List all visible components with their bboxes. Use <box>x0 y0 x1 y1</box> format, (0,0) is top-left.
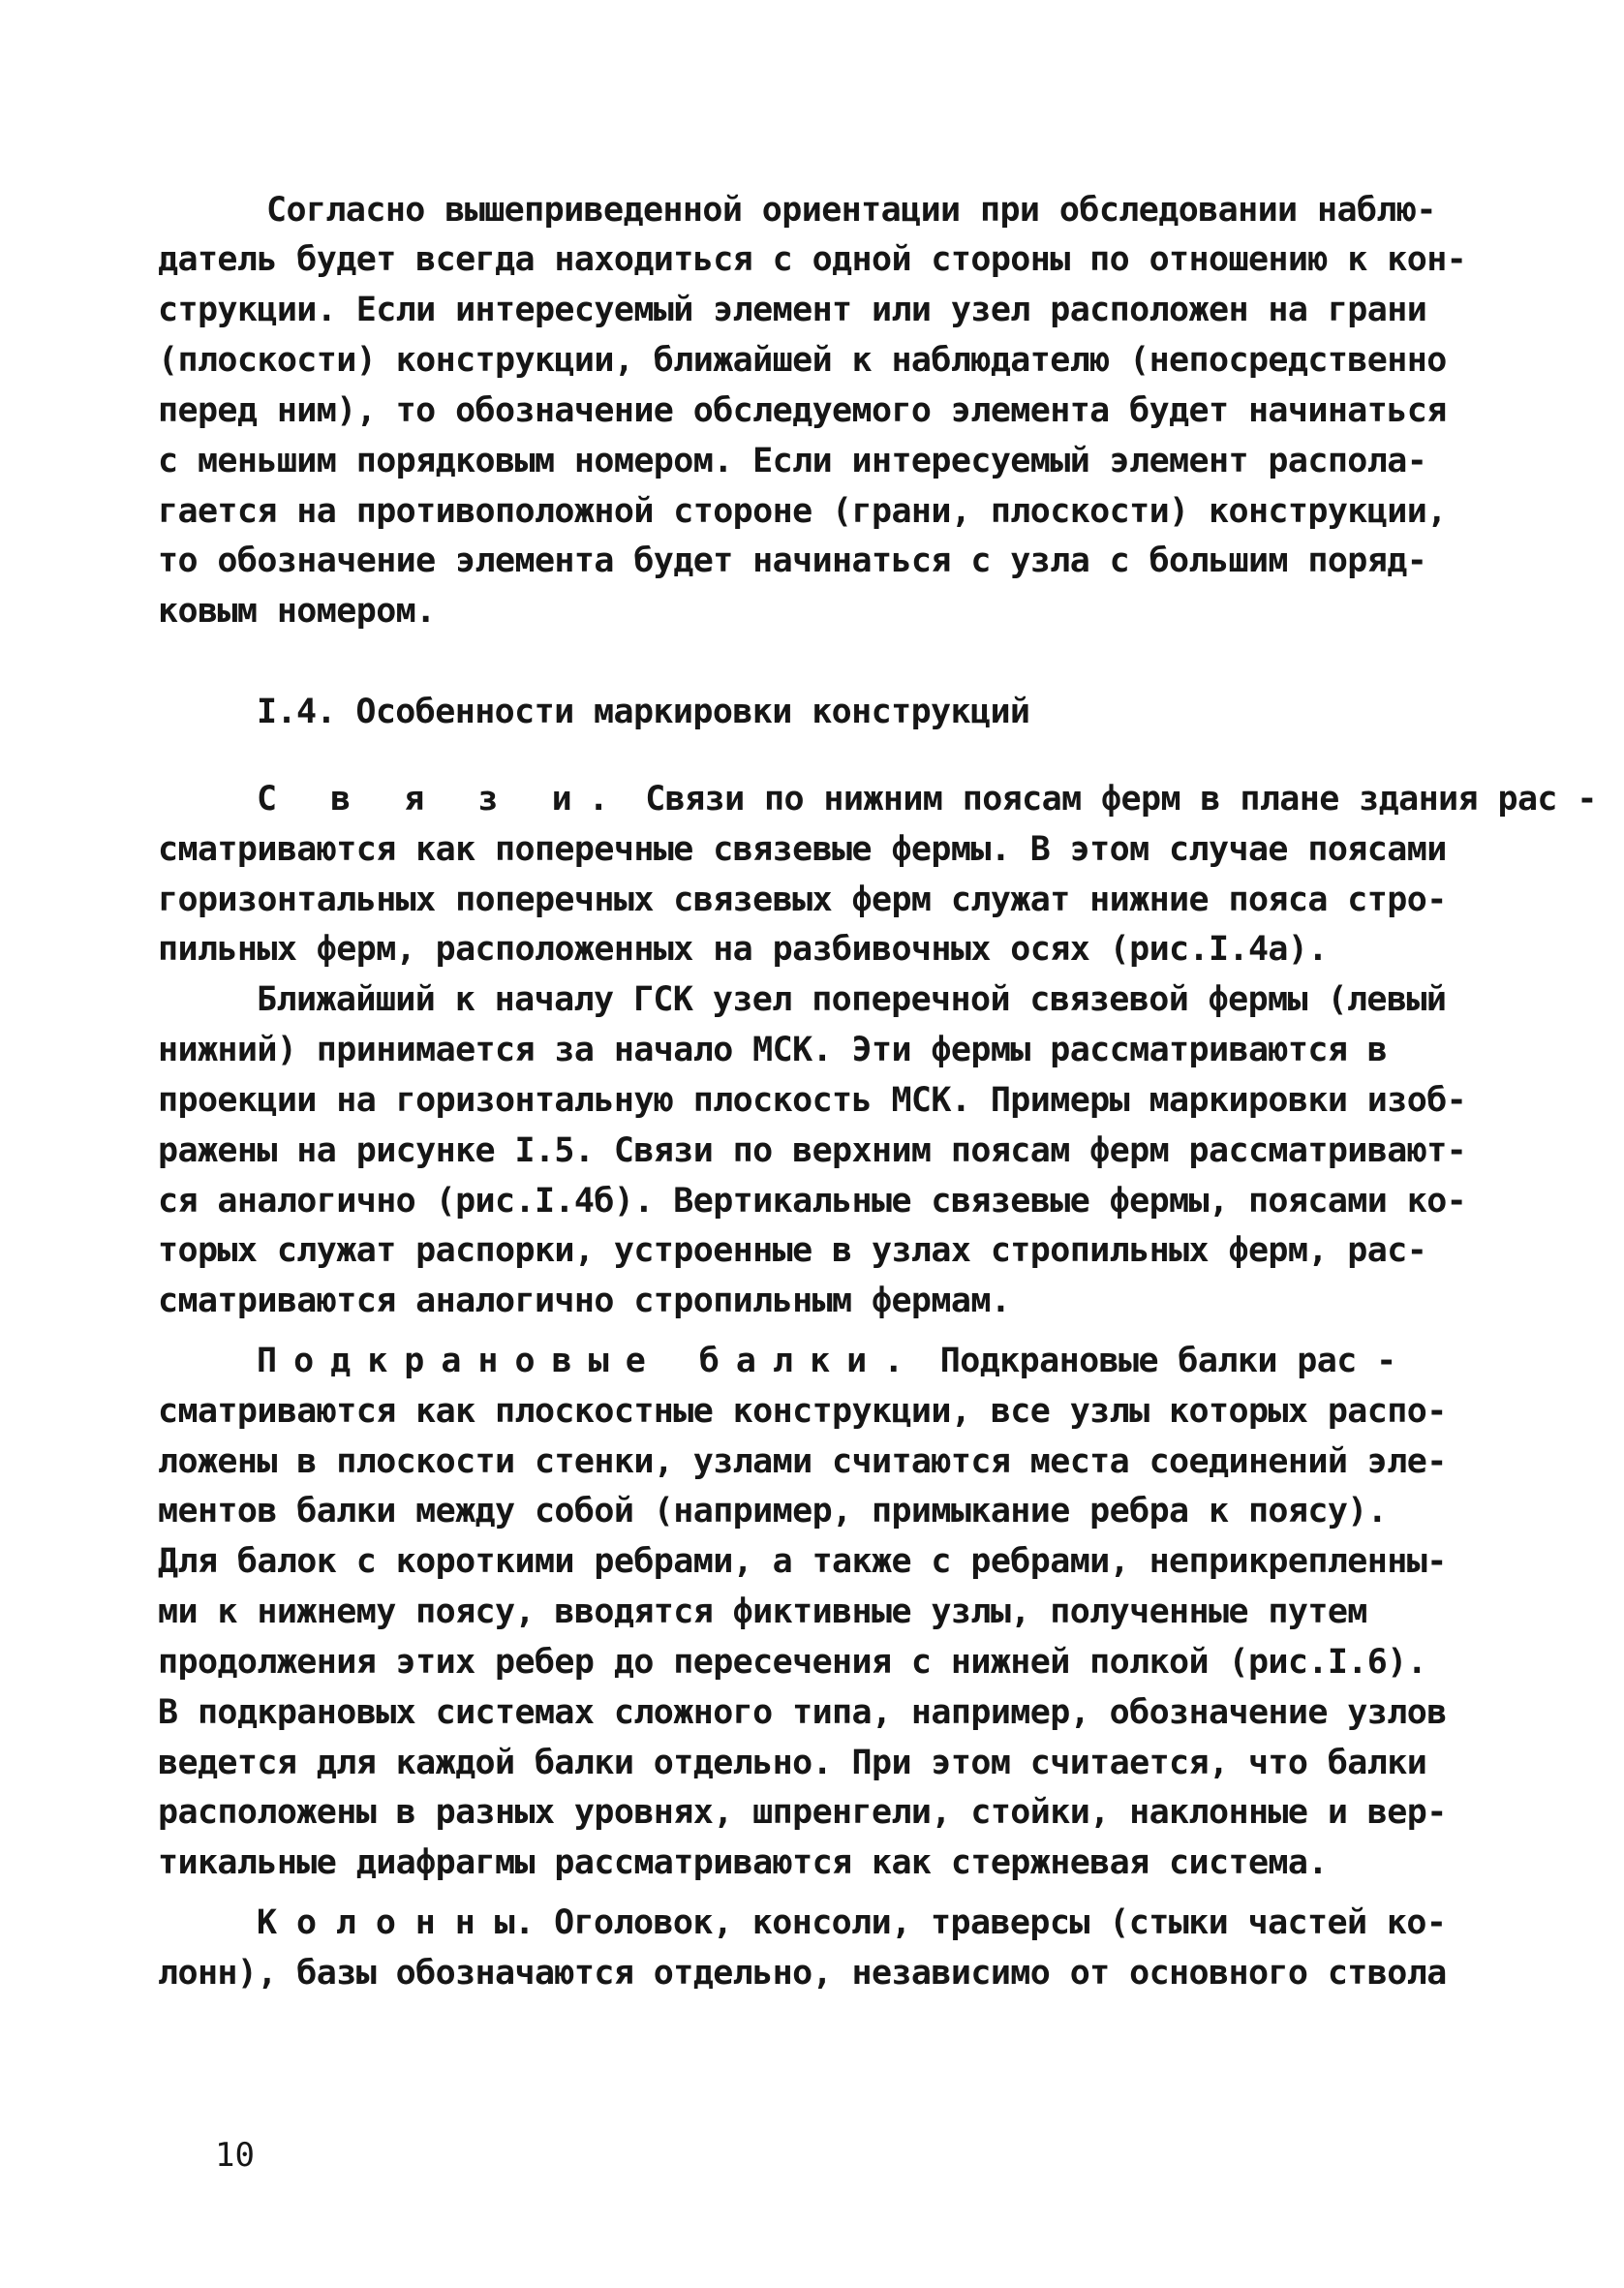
text-line: продолжения этих ребер до пересечения с нижней полкой (рис.I.6). <box>158 1643 1427 1682</box>
text-line: Для балок с короткими ребрами, а также с ребрами, неприкрепленны- <box>158 1542 1447 1581</box>
text-line: ражены на рисунке I.5. Связи по верхним поясам ферм рассматривают- <box>158 1131 1467 1170</box>
text-line: ковым номером. <box>158 592 436 631</box>
text-run: Связи по нижним поясам ферм в плане здания рас - <box>625 780 1597 819</box>
text-line <box>257 1342 1396 1380</box>
text-line: струкции. Если интересуемый элемент или узел расположен на грани <box>158 291 1427 329</box>
page-number: 10 <box>215 2136 255 2175</box>
text-line: нижний) принимается за начало МСК. Эти фермы рассматриваются в <box>158 1031 1388 1069</box>
text-line: сматриваются как поперечные связевые фермы. В этом случае поясами <box>158 830 1447 869</box>
text-line: датель будет всегда находиться с одной стороны по отношению к кон- <box>158 240 1467 279</box>
text-line: (плоскости) конструкции, ближайшей к наблюдателю (непосредственно <box>158 341 1447 380</box>
section-heading: I.4. Особенности маркировки конструкций <box>257 693 1030 731</box>
text-line <box>257 780 1597 819</box>
text-line: горизонтальных поперечных связевых ферм служат нижние пояса стро- <box>158 881 1447 919</box>
text-line: торых служат распорки, устроенные в узлах стропильных ферм, рас- <box>158 1231 1427 1270</box>
run-in-heading-podkranovye-balki: Подкрановые балки. <box>257 1342 921 1380</box>
text-line <box>257 1903 1446 1942</box>
text-line: сматриваются аналогично стропильным фермам. <box>158 1282 1011 1320</box>
text-run: Оголовок, консоли, траверсы (стыки частей ко- <box>534 1903 1447 1942</box>
text-line: ми к нижнему поясу, вводятся фиктивные узлы, полученные путем <box>158 1592 1367 1631</box>
text-line: сматриваются как плоскостные конструкции, все узлы которых распо- <box>158 1392 1447 1431</box>
text-line: ментов балки между собой (например, примыкание ребра к поясу). <box>158 1492 1388 1530</box>
text-line: расположены в разных уровнях, шпренгели, стойки, наклонные и вер- <box>158 1793 1447 1832</box>
text-line: с меньшим порядковым номером. Если интересуемый элемент распола- <box>158 442 1427 480</box>
run-in-heading-svyazi: С в я з и. <box>257 780 626 819</box>
text-line: Ближайший к началу ГСК узел поперечной связевой фермы (левый <box>257 980 1447 1019</box>
text-line: тикальные диафрагмы рассматриваются как стержневая система. <box>158 1843 1328 1882</box>
text-line: ведется для каждой балки отдельно. При этом считается, что балки <box>158 1744 1427 1782</box>
text-line: пильных ферм, расположенных на разбивочных осях (рис.I.4а). <box>158 930 1328 969</box>
text-line: Согласно вышеприведенной ориентации при обследовании наблю- <box>266 191 1436 230</box>
text-line: ложены в плоскости стенки, узлами считаются места соединений эле- <box>158 1442 1447 1481</box>
text-run: Подкрановые балки рас - <box>920 1342 1396 1380</box>
text-line: перед ним), то обозначение обследуемого элемента будет начинаться <box>158 391 1447 430</box>
text-line: В подкрановых системах сложного типа, например, обозначение узлов <box>158 1693 1447 1732</box>
text-line: лонн), базы обозначаются отдельно, независимо от основного ствола <box>158 1954 1447 1993</box>
text-line: проекции на горизонтальную плоскость МСК. Примеры маркировки изоб- <box>158 1081 1467 1120</box>
text-line: ся аналогично (рис.I.4б). Вертикальные связевые фермы, поясами ко- <box>158 1182 1467 1221</box>
text-line: то обозначение элемента будет начинаться с узла с большим поряд- <box>158 541 1427 580</box>
text-line: гается на противоположной стороне (грани, плоскости) конструкции, <box>158 492 1447 531</box>
run-in-heading-kolonny: К о л о н н ы. <box>257 1903 535 1942</box>
